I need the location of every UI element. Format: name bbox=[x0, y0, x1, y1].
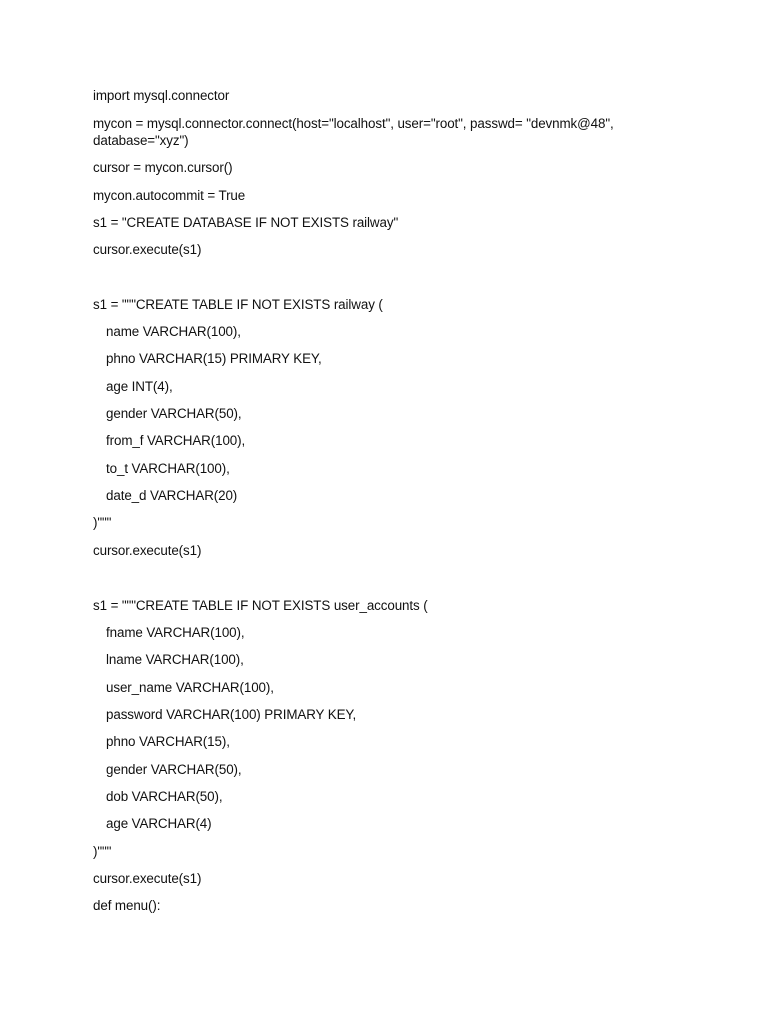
code-line-column: name VARCHAR(100), bbox=[106, 324, 241, 339]
code-line-create-database: s1 = "CREATE DATABASE IF NOT EXISTS railway" bbox=[93, 215, 399, 230]
code-line-column: age VARCHAR(4) bbox=[106, 816, 212, 831]
code-line-column: dob VARCHAR(50), bbox=[106, 789, 223, 804]
code-line-autocommit: mycon.autocommit = True bbox=[93, 188, 246, 203]
code-line-connect: mycon = mysql.connector.connect(host="localhost", user="root", passwd= "devnmk@48", bbox=[93, 116, 614, 131]
code-line-cursor: cursor = mycon.cursor() bbox=[93, 160, 233, 175]
code-line-import: import mysql.connector bbox=[93, 88, 230, 103]
code-line-column: date_d VARCHAR(20) bbox=[106, 488, 238, 503]
code-line-close-table: )""" bbox=[93, 844, 112, 859]
code-line-execute: cursor.execute(s1) bbox=[93, 242, 202, 257]
code-line-column: fname VARCHAR(100), bbox=[106, 625, 245, 640]
code-line-column: phno VARCHAR(15) PRIMARY KEY, bbox=[106, 351, 322, 366]
code-line-create-table-user-accounts: s1 = """CREATE TABLE IF NOT EXISTS user_accounts ( bbox=[93, 598, 428, 613]
code-line-column: user_name VARCHAR(100), bbox=[106, 680, 274, 695]
code-line-column: to_t VARCHAR(100), bbox=[106, 461, 230, 476]
code-line-column: lname VARCHAR(100), bbox=[106, 652, 244, 667]
code-line-column: from_f VARCHAR(100), bbox=[106, 433, 246, 448]
code-line-column: gender VARCHAR(50), bbox=[106, 406, 242, 421]
code-line-execute: cursor.execute(s1) bbox=[93, 871, 202, 886]
code-line-close-table: )""" bbox=[93, 515, 112, 530]
code-line-def-menu: def menu(): bbox=[93, 898, 161, 913]
code-line-execute: cursor.execute(s1) bbox=[93, 543, 202, 558]
code-line-create-table-railway: s1 = """CREATE TABLE IF NOT EXISTS railway ( bbox=[93, 297, 383, 312]
code-line-column: gender VARCHAR(50), bbox=[106, 762, 242, 777]
code-line-column: age INT(4), bbox=[106, 379, 173, 394]
code-line-column: phno VARCHAR(15), bbox=[106, 734, 230, 749]
code-line-connect-continued: database="xyz") bbox=[93, 133, 189, 148]
code-line-column: password VARCHAR(100) PRIMARY KEY, bbox=[106, 707, 357, 722]
